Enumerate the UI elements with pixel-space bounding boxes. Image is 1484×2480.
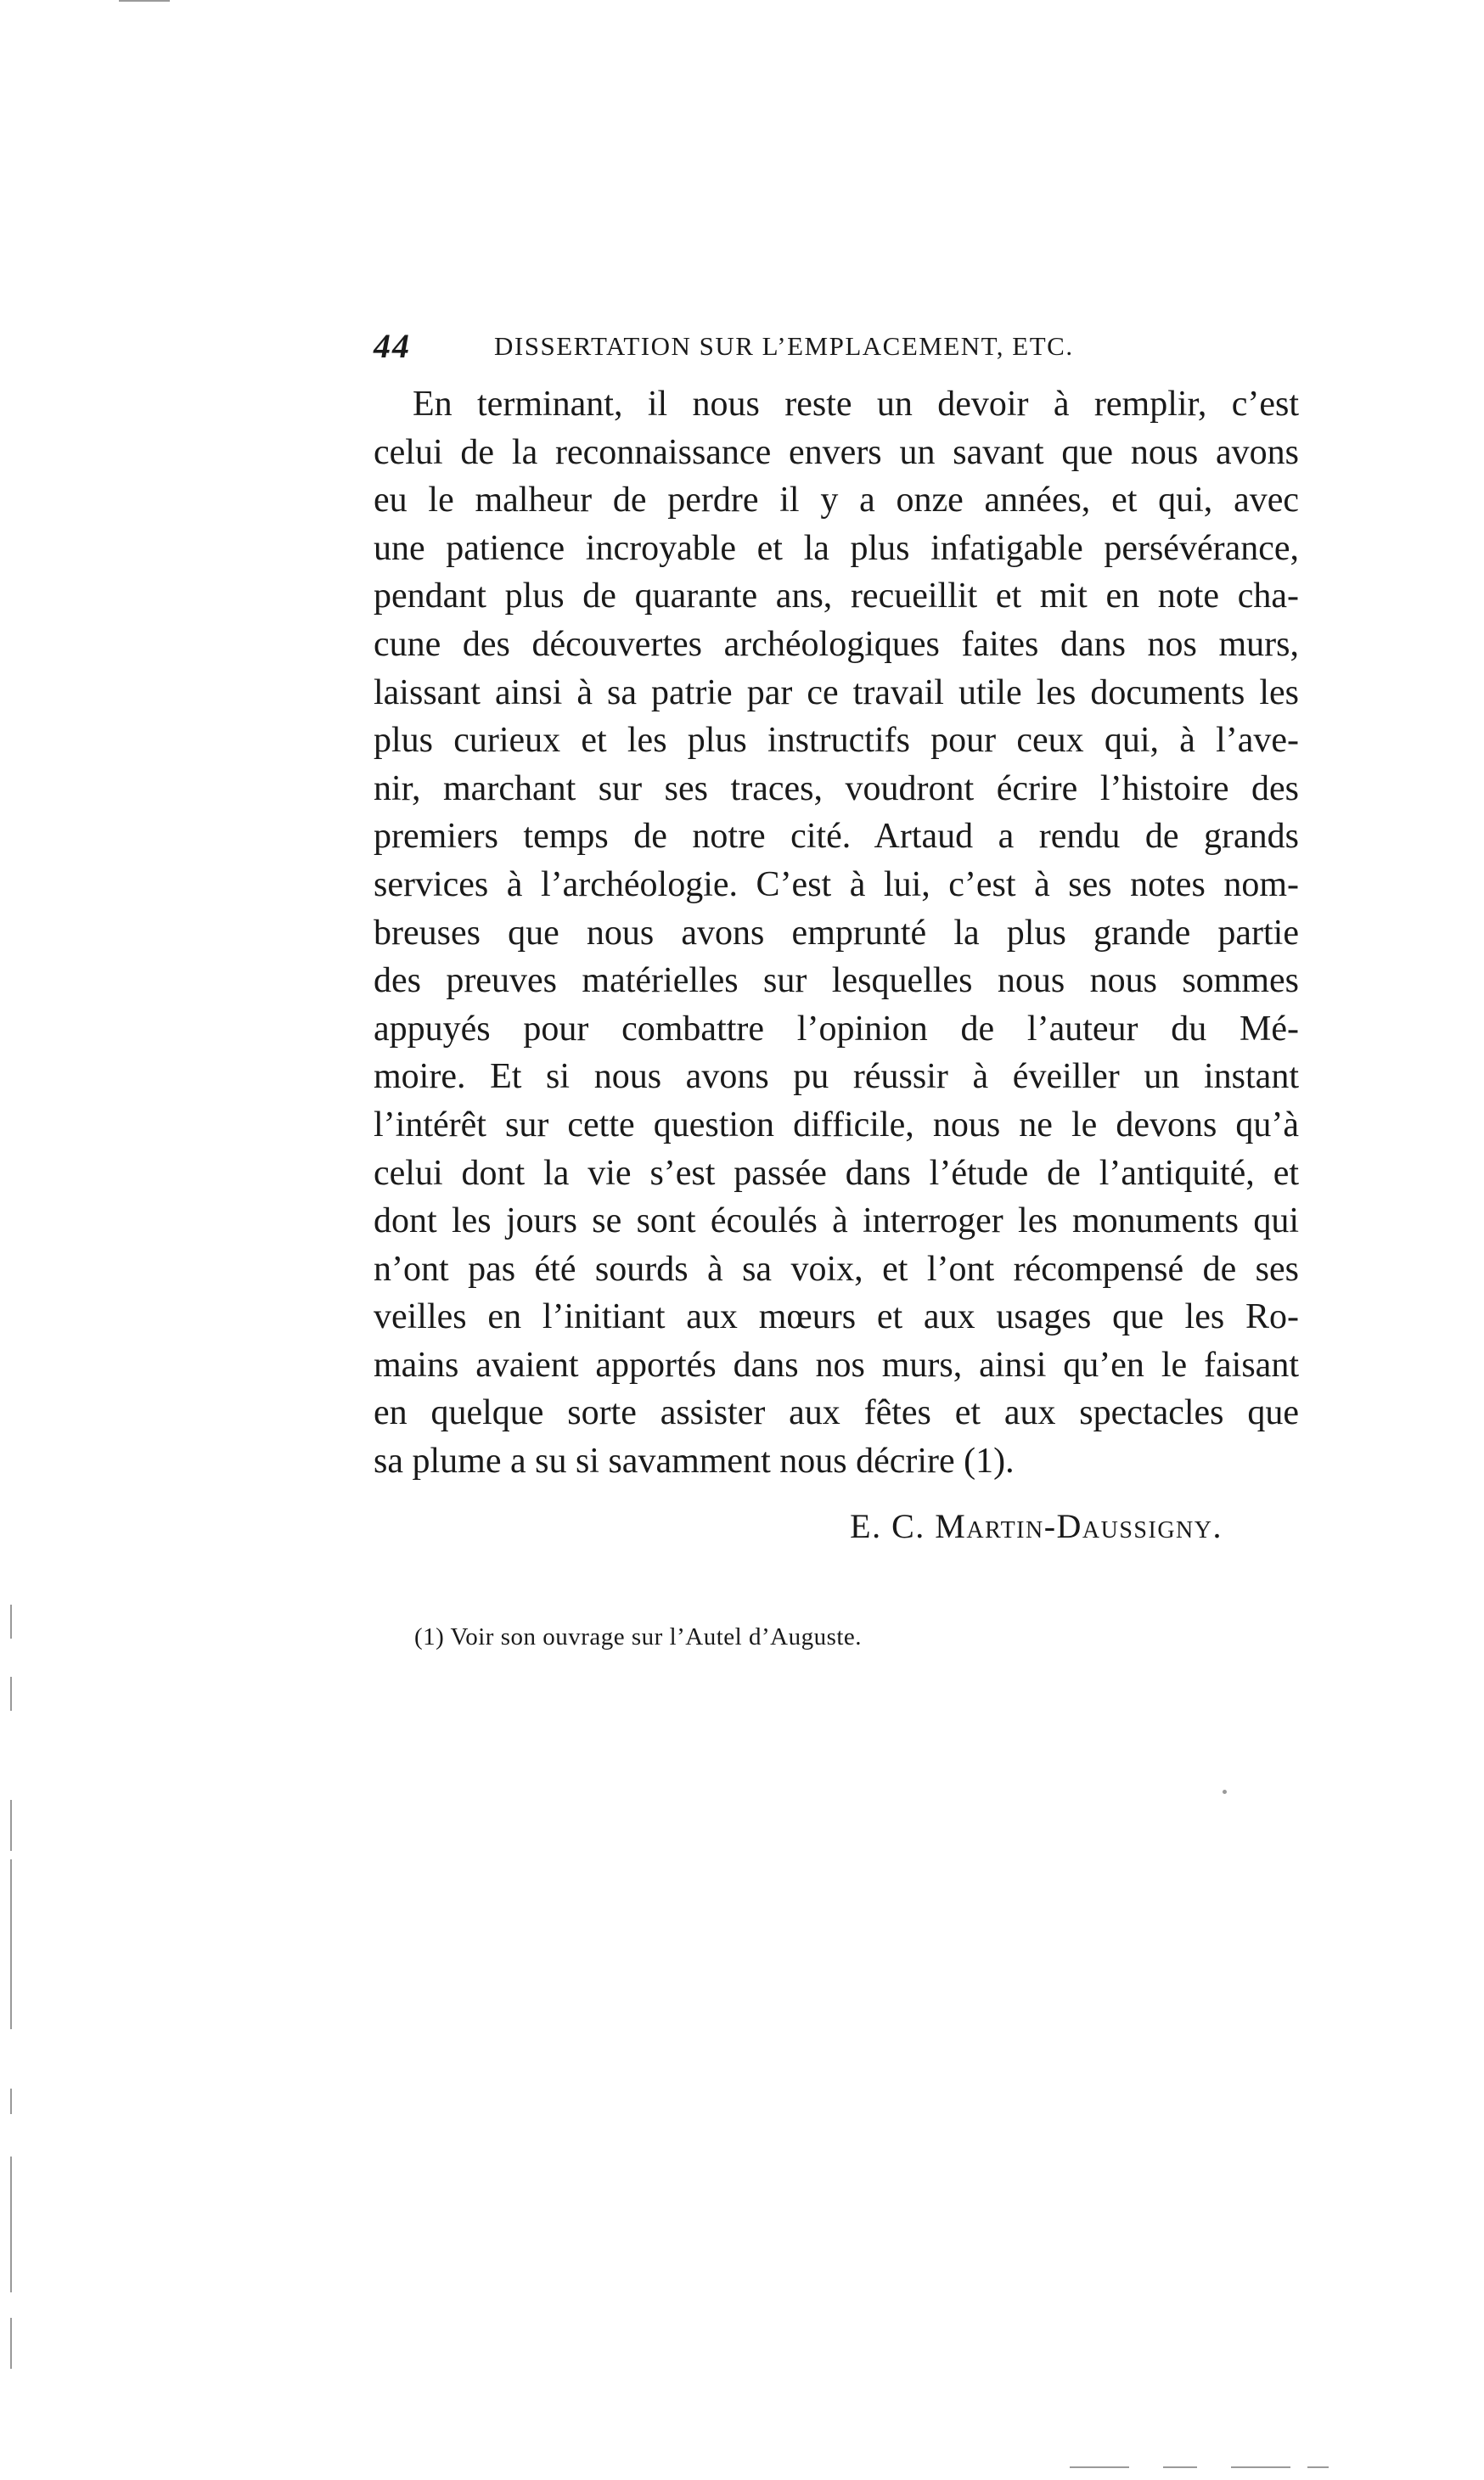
running-head: DISSERTATION SUR L’EMPLACEMENT, ETC. [494, 331, 1074, 361]
text-line: en quelque sorte assister aux fêtes et aux spectacles que [374, 1393, 1299, 1433]
text-line: l’intérêt sur cette question difficile, nous ne le devons qu’à [374, 1105, 1299, 1144]
text-line: des preuves matérielles sur lesquelles nous nous sommes [374, 961, 1299, 1001]
text-line: une patience incroyable et la plus infatigable persévérance, [374, 528, 1299, 568]
scan-artifact [10, 1605, 12, 1639]
author-signature: E. C. Martin-Daussigny. [850, 1507, 1223, 1545]
text-line: laissant ainsi à sa patrie par ce travail utile les documents les [374, 672, 1299, 712]
scan-artifact [1163, 2466, 1197, 2468]
text-line: appuyés pour combattre l’opinion de l’auteur du Mé- [374, 1009, 1299, 1049]
text-line: cune des découvertes archéologiques faites dans nos murs, [374, 624, 1299, 664]
text-line: moire. Et si nous avons pu réussir à éveiller un instant [374, 1057, 1299, 1097]
text-line: celui dont la vie s’est passée dans l’étude de l’antiquité, et [374, 1153, 1299, 1193]
scan-artifact [119, 0, 170, 2]
text-line: En terminant, il nous reste un devoir à remplir, c’est [413, 385, 1299, 424]
text-line: celui de la reconnaissance envers un savant que nous avons [374, 432, 1299, 472]
text-line: breuses que nous avons emprunté la plus grande partie [374, 913, 1299, 953]
text-line: sa plume a su si savamment nous décrire (1). [374, 1442, 1015, 1482]
scan-artifact [1231, 2466, 1290, 2468]
page-header [374, 326, 1138, 377]
text-line: dont les jours se sont écoulés à interroger les monuments qui [374, 1201, 1299, 1241]
scan-artifact [10, 1859, 12, 2029]
text-line: plus curieux et les plus instructifs pour ceux qui, à l’ave- [374, 721, 1299, 761]
scan-artifact [10, 2157, 12, 2292]
body-paragraph [374, 380, 1299, 1486]
scan-artifact [10, 1677, 12, 1711]
text-line: nir, marchant sur ses traces, voudront écrire l’histoire des [374, 768, 1299, 808]
footnote: (1) Voir son ouvrage sur l’Autel d’Auguste. [414, 1623, 863, 1651]
scan-artifact [10, 1800, 12, 1851]
scan-artifact [10, 2318, 12, 2369]
text-line: mains avaient apportés dans nos murs, ainsi qu’en le faisant [374, 1345, 1299, 1385]
text-line: services à l’archéologie. C’est à lui, c’est à ses notes nom- [374, 864, 1299, 904]
scan-artifact [1070, 2466, 1129, 2468]
text-line: veilles en l’initiant aux mœurs et aux usages que les Ro- [374, 1297, 1299, 1337]
text-line: pendant plus de quarante ans, recueillit et mit en note cha- [374, 576, 1299, 616]
page-number: 44 [374, 327, 411, 365]
scan-artifact [1223, 1790, 1227, 1794]
text-line: eu le malheur de perdre il y a onze années, et qui, avec [374, 481, 1299, 520]
text-line: premiers temps de notre cité. Artaud a rendu de grands [374, 817, 1299, 857]
scan-artifact [10, 2089, 12, 2114]
scan-artifact [1307, 2466, 1329, 2468]
text-line: n’ont pas été sourds à sa voix, et l’ont récompensé de ses [374, 1249, 1299, 1289]
